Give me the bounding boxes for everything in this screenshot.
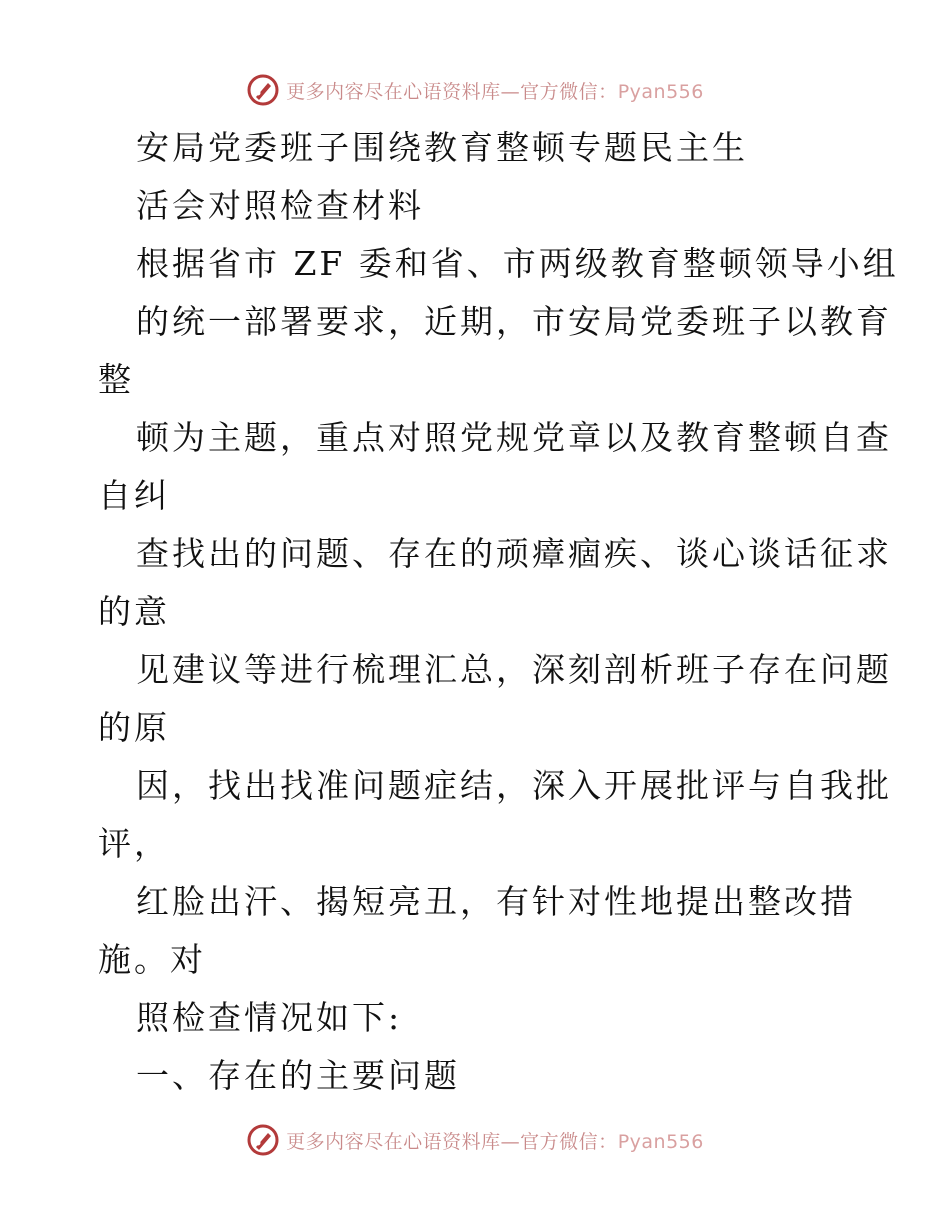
banner-text xyxy=(286,77,704,104)
doc-line-wrap: 整 xyxy=(98,360,134,399)
doc-line-wrap: 的意 xyxy=(98,592,170,631)
banner-slogan: 更多内容尽在心语资料库 xyxy=(286,1130,501,1153)
doc-line-wrap: 评， xyxy=(98,824,170,863)
banner-account: Pyan556 xyxy=(617,80,704,103)
doc-line: 见建议等进行梳理汇总，深刻剖析班子存在问题 xyxy=(136,650,892,689)
header-banner xyxy=(0,70,950,110)
doc-line-wrap: 自纠 xyxy=(98,476,170,515)
pen-nib-logo-icon xyxy=(246,1123,280,1157)
footer-banner xyxy=(0,1120,950,1160)
doc-line: 根据省市 ZF 委和省、市两级教育整顿领导小组 xyxy=(136,244,899,283)
doc-title-line-2: 活会对照检查材料 xyxy=(136,186,424,225)
doc-line: 照检查情况如下: xyxy=(136,998,403,1037)
banner-account: Pyan556 xyxy=(617,1130,704,1153)
doc-line: 顿为主题，重点对照党规党章以及教育整顿自查 xyxy=(136,418,892,457)
doc-line-wrap: 施。对 xyxy=(98,940,206,979)
banner-wechat-label: 官方微信： xyxy=(520,80,618,103)
banner-slogan: 更多内容尽在心语资料库 xyxy=(286,80,501,103)
pen-nib-logo-icon xyxy=(246,73,280,107)
banner-wechat-label: 官方微信： xyxy=(520,1130,618,1153)
banner-dash: — xyxy=(500,80,521,103)
section-heading: 一、存在的主要问题 xyxy=(136,1056,460,1095)
doc-line: 因，找出找准问题症结，深入开展批评与自我批 xyxy=(136,766,892,805)
banner-dash: — xyxy=(500,1130,521,1153)
doc-line: 查找出的问题、存在的顽瘴痼疾、谈心谈话征求 xyxy=(136,534,892,573)
banner-text xyxy=(286,1127,704,1154)
doc-line-wrap: 的原 xyxy=(98,708,170,747)
doc-title-line-1: 安局党委班子围绕教育整顿专题民主生 xyxy=(136,128,748,167)
doc-line: 的统一部署要求，近期，市安局党委班子以教育 xyxy=(136,302,892,341)
doc-line: 红脸出汗、揭短亮丑，有针对性地提出整改措 xyxy=(136,882,856,921)
